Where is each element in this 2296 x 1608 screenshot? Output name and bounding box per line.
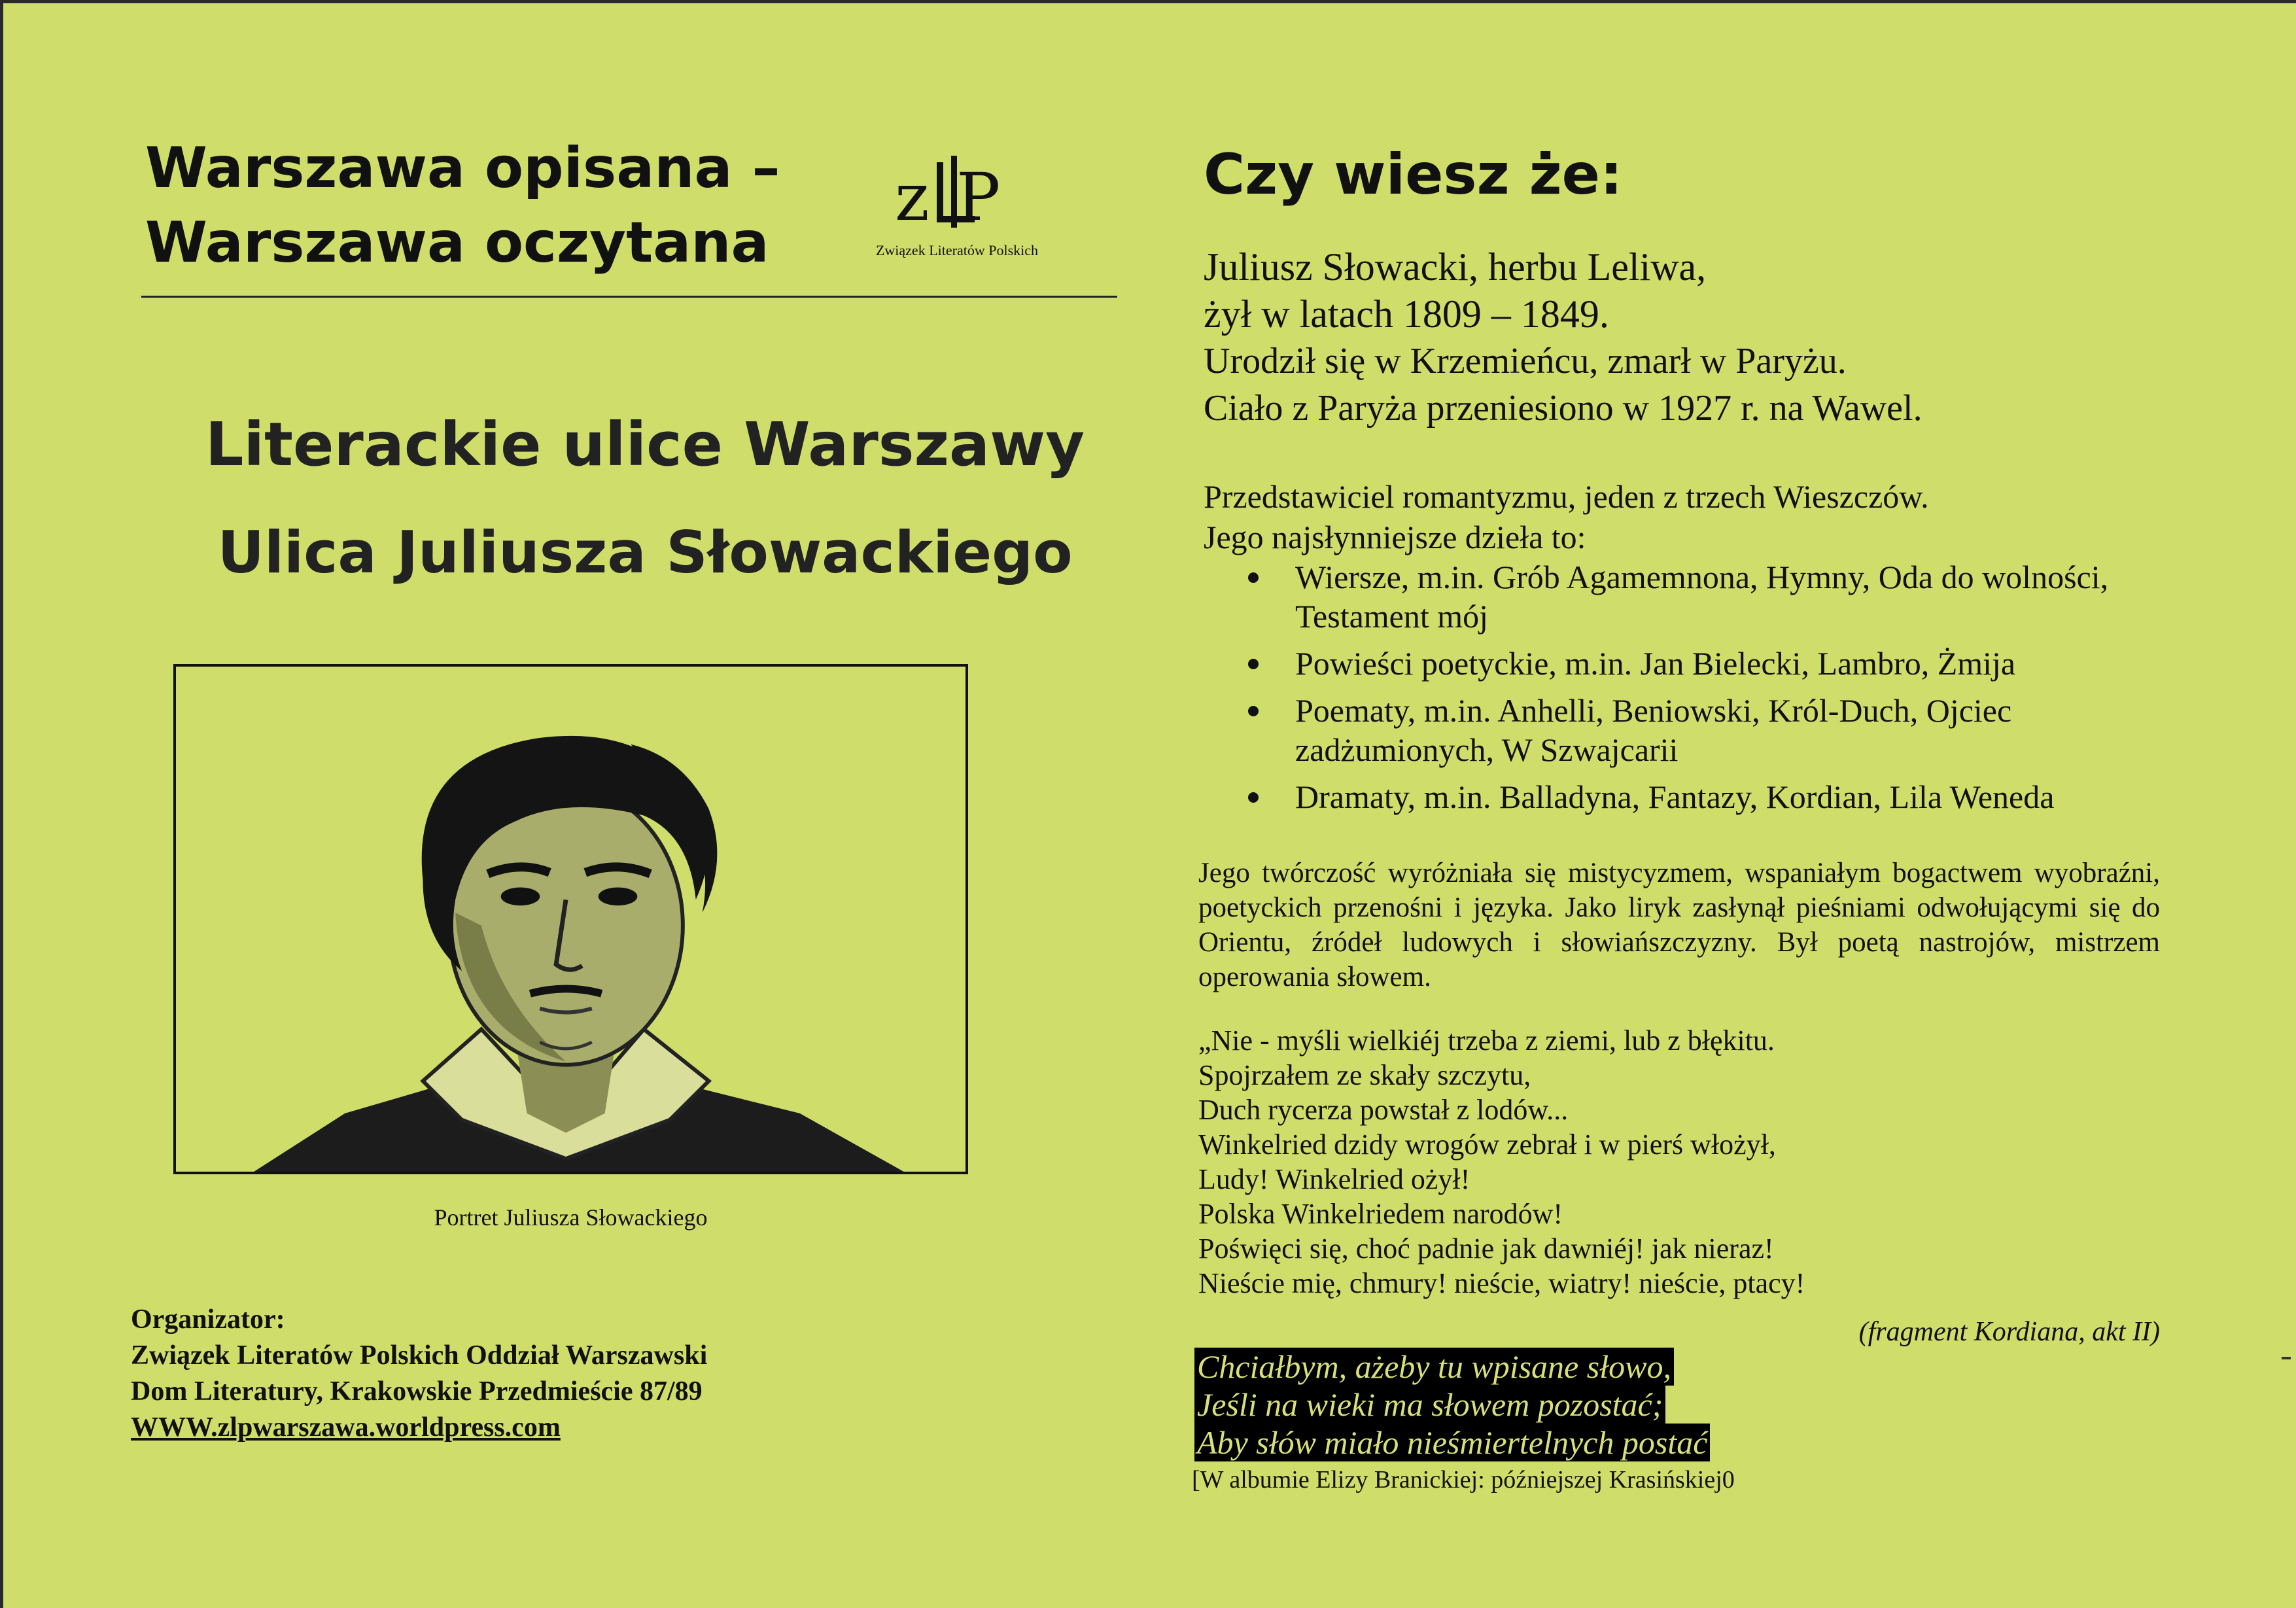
organizer-address: Dom Literatury, Krakowskie Przedmieście 87/89 xyxy=(131,1376,703,1407)
organizer-name: Związek Literatów Polskich Oddział Warszawski xyxy=(131,1340,708,1371)
series-title-line2: Warszawa oczytana xyxy=(145,210,769,275)
bio-block xyxy=(1204,243,2185,432)
bullet-icon xyxy=(1248,659,1259,669)
list-item xyxy=(1230,777,2172,816)
work-long-poems: Poematy, m.in. Anhelli, Beniowski, Król-Duch, Ojciec zadżumionych, W Szwajcarii xyxy=(1295,692,2012,768)
list-item xyxy=(1230,644,2172,683)
poem-line: Nieście mię, chmury! nieście, wiatry! nieście, ptacy! xyxy=(1198,1267,1805,1299)
series-title xyxy=(145,131,832,280)
poem-source: (fragment Kordiana, akt II) xyxy=(1858,1317,2160,1347)
street-title: Ulica Juliusza Słowackiego xyxy=(217,519,1073,586)
portrait-caption: Portret Juliusza Słowackiego xyxy=(434,1204,708,1231)
portrait-image xyxy=(173,664,968,1174)
inscription-source: [W albumie Elizy Branickiej: późniejszej Krasińskiej0 xyxy=(1192,1466,1735,1494)
did-you-know-heading: Czy wiesz że: xyxy=(1204,142,1623,207)
poem-line: „Nie - myśli wielkiéj trzeba z ziemi, lub z błękitu. xyxy=(1198,1024,1775,1057)
poem-fragment xyxy=(1198,1023,2160,1301)
zlp-logo-subtitle: Związek Literatów Polskich xyxy=(875,242,1039,258)
inscription-line: Aby słów miało nieśmiertelnych postać xyxy=(1194,1424,1710,1461)
scan-mark xyxy=(2282,1357,2291,1359)
bio-line-years: żył w latach 1809 – 1849. xyxy=(1204,292,1609,336)
works-list xyxy=(1230,557,2172,824)
bio-line-burial: Ciało z Paryża przeniesiono w 1927 r. na Wawel. xyxy=(1204,388,1922,428)
intro-line2: Jego najsłynniejsze dzieła to: xyxy=(1204,519,1586,555)
inscription-line: Chciałbym, ażeby tu wpisane słowo, xyxy=(1194,1348,1674,1386)
work-poems: Wiersze, m.in. Grób Agamemnona, Hymny, Oda do wolności, Testament mój xyxy=(1295,559,2109,635)
works-intro xyxy=(1204,476,2185,557)
organizer-website-link[interactable]: WWW.zlpwarszawa.worldpress.com xyxy=(131,1412,561,1442)
zlp-logo-mark xyxy=(888,143,1019,250)
poem-line: Poświęci się, choć padnie jak dawniéj! jak nieraz! xyxy=(1198,1232,1774,1265)
poem-line: Spojrzałem ze skały szczytu, xyxy=(1198,1059,1531,1091)
series-title-line1: Warszawa opisana – xyxy=(145,135,780,201)
svg-text:z: z xyxy=(895,159,926,234)
bio-line-birth: Urodził się w Krzemieńcu, zmarł w Paryżu. xyxy=(1204,341,1847,381)
scan-edge-left xyxy=(0,0,3,1608)
poem-line: Ludy! Winkelried ożył! xyxy=(1198,1163,1470,1195)
bio-line-name: Juliusz Słowacki, herbu Leliwa, xyxy=(1204,245,1707,288)
list-item xyxy=(1230,557,2172,636)
album-inscription xyxy=(1194,1348,1777,1461)
main-title: Literackie ulice Warszawy xyxy=(205,410,1085,480)
zlp-logo-icon xyxy=(888,143,1019,234)
bullet-icon xyxy=(1248,792,1259,803)
inscription-line: Jeśli na wieki ma słowem pozostać; xyxy=(1194,1386,1665,1424)
list-item xyxy=(1230,691,2172,769)
scan-edge-top xyxy=(0,0,2296,3)
work-description: Jego twórczość wyróżniała się mistycyzmem, wspaniałym bogactwem wyobraźni, poetyckich przenośni i języka. Jako liryk zasłynął pieśniami odwołującymi się do Orientu, źródeł ludowych i słowiańszczyzny. Był poetą nastrojów, mistrzem operowania słowem. xyxy=(1198,858,2160,992)
organizer-label: Organizator: xyxy=(131,1304,285,1335)
svg-text:P: P xyxy=(956,159,997,234)
poem-line: Winkelried dzidy wrogów zebrał i w pierś włożył, xyxy=(1198,1128,1776,1161)
organizer-block xyxy=(131,1302,981,1446)
poem-line: Polska Winkelriedem narodów! xyxy=(1198,1198,1563,1230)
intro-line1: Przedstawiciel romantyzmu, jeden z trzech Wieszczów. xyxy=(1204,478,1929,515)
poem-line: Duch rycerza powstał z lodów... xyxy=(1198,1094,1569,1126)
portrait-illustration xyxy=(176,667,965,1172)
bullet-icon xyxy=(1248,572,1259,583)
zlp-logo xyxy=(862,143,1052,267)
header-divider xyxy=(141,296,1117,298)
work-poetic-novels: Powieści poetyckie, m.in. Jan Bielecki, Lambro, Żmija xyxy=(1295,645,2016,682)
work-dramas: Dramaty, m.in. Balladyna, Fantazy, Kordian, Lila Weneda xyxy=(1295,778,2055,815)
bullet-icon xyxy=(1248,706,1259,716)
